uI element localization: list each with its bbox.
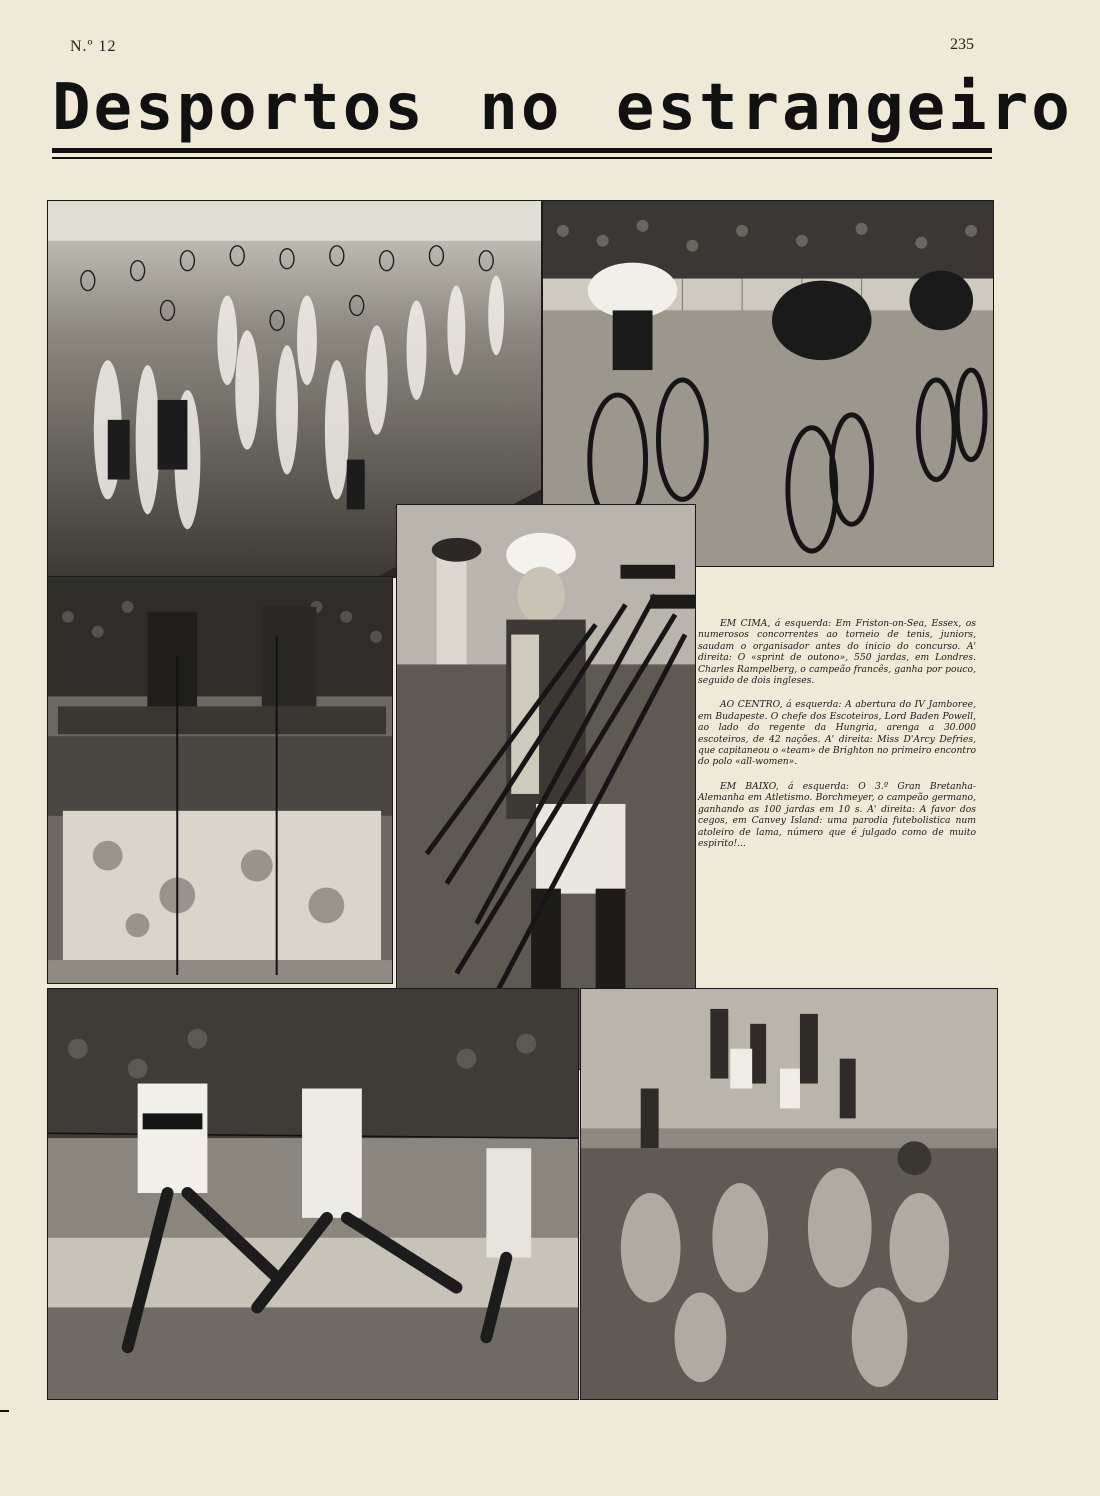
page-title: Desportos no estrangeiro bbox=[52, 71, 1073, 145]
caption-bottom: EM BAIXO, á esquerda: O 3.º Gran Bretanha-Alemanha em Atletismo. Borchmeyer, o campeão germano, ganhando as 100 jardas em 10 s. A' direita: A favor dos cegos, em Canvey Island: uma parodia futebolistica num atoleiro de lama, número que é julgado como de muito espirito!... bbox=[698, 780, 976, 849]
mud-football-photo bbox=[580, 988, 998, 1400]
caption-center: AO CENTRO, á esquerda: A abertura do IV Jamboree, em Budapeste. O chefe dos Escoteiros, Lord Baden Powell, ao lado do regente da Hungria, arenga a 30.000 escoteiros, de 42 nações. A' direita: Miss D'Arcy Defries, que capitaneou o «team» de Brighton no primeiro encontro do polo «all-women». bbox=[698, 699, 976, 768]
photo-captions bbox=[698, 618, 976, 862]
page-number: 235 bbox=[950, 36, 974, 53]
title-rule-thin bbox=[52, 157, 992, 159]
margin-mark bbox=[0, 1410, 9, 1412]
issue-number: N.º 12 bbox=[70, 38, 117, 55]
caption-top: EM CIMA, á esquerda: Em Friston-on-Sea, Essex, os numerosos concorrentes ao torneio de tenis, juniors, saudam o organisador antes do inicio do concurso. A' direita: O «sprint de outono», 550 jardas, em Londres. Charles Rampelberg, o campeão francês, ganha por pouco, seguido de dois ingleses. bbox=[698, 618, 976, 687]
athletics-race-photo bbox=[47, 988, 579, 1400]
title-rule-thick bbox=[52, 148, 992, 153]
polo-player-photo bbox=[396, 504, 696, 1070]
jamboree-speech-photo bbox=[47, 576, 393, 984]
